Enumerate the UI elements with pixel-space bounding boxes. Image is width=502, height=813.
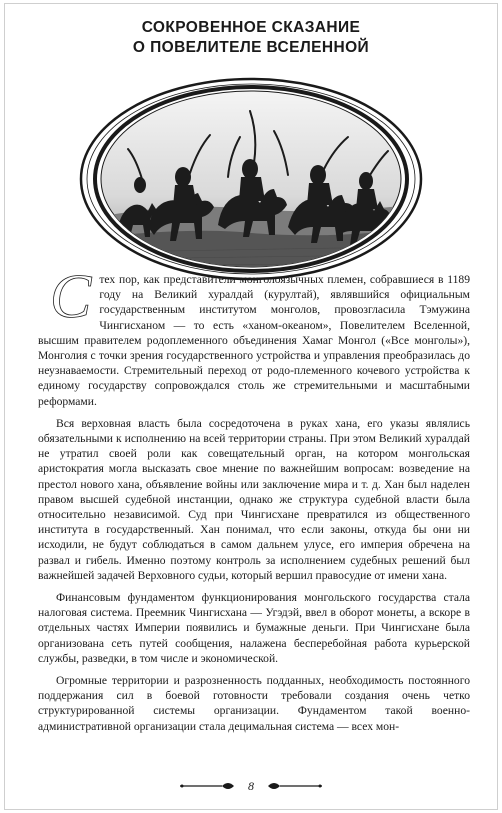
page-number: 8 xyxy=(248,778,254,793)
paragraph-4: Огромные территории и разрозненность подданных, необходимость постоянного поддержания сил в боевой готовности требовали создания очень четко структурированной системы организации. Фундаментом такой военно-административной организации стала децимальная система — всех мон- xyxy=(38,674,470,733)
chapter-title xyxy=(0,18,502,58)
ornament-left-icon xyxy=(178,780,238,792)
article-body xyxy=(38,263,470,741)
ornament-right-icon xyxy=(264,780,324,792)
title-line-2: О ПОВЕЛИТЕЛЕ ВСЕЛЕННОЙ xyxy=(132,39,370,56)
page-footer xyxy=(0,776,502,796)
illustration-svg xyxy=(78,77,424,282)
paragraph-1-text: тех пор, как представители монголоязычных племен, собравшиеся в 1189 году на Великий хуралдай (курултай), являвшийся официальным государственным институтом монголов, провозгласила Тэмужина Чингисханом — то есть «ханом-океаном», Повелителем Вселенной, высшим правителем родоплеменного объединения Хамаг Монгол («Все монголы»), Монголия с точки зрения государственного устройства и управления преобразилась до неузнаваемости. Стремительный переход от родо-племенного кочевого устройства к единому государству сопровождался столь же стремительными и масштабными реформами. xyxy=(38,273,470,408)
paragraph-1 xyxy=(38,263,470,409)
paragraph-3: Финансовым фундаментом функционирования монгольского государства стала налоговая система. Преемник Чингисхана — Угэдэй, ввел в оборот монеты, а вскоре в отдельных частях Империи появились и бумажные деньги. При Чингисхане была организована сеть путей сообщения, налажена бесперебойная работа курьерской службы, разведки, в том числе и экономической. xyxy=(38,591,470,665)
mongol-horsemen-illustration xyxy=(78,77,424,282)
paragraph-2: Вся верховная власть была сосредоточена в руках хана, его указы являлись обязательными к исполнению на всей территории страны. При этом Великий хуралдай не утратил своей роли как совещательный орган, на котором монгольская аристократия могла высказать свое мнение по важнейшим вопросам: возведение на престол нового хана, объявление войны или заключение мира и т. д. Хан был наделен правом высшей судебной инстанции, однако же структура судебной власти была относительно независимой. Суд при Чингисхане превратился из общественного института в государственный. Хан понимал, что если законы, откуда бы они ни исходили, не будут соблюдаться в самом дальнем улусе, его империя обречена на развал и гибель. Именно поэтому контроль за исполнением судебных решений был важнейшей задачей Верховного судьи, который вершил правосудие от имени хана. xyxy=(38,416,470,582)
title-line-1: СОКРОВЕННОЕ СКАЗАНИЕ xyxy=(141,19,361,36)
drop-cap: С xyxy=(50,263,92,331)
